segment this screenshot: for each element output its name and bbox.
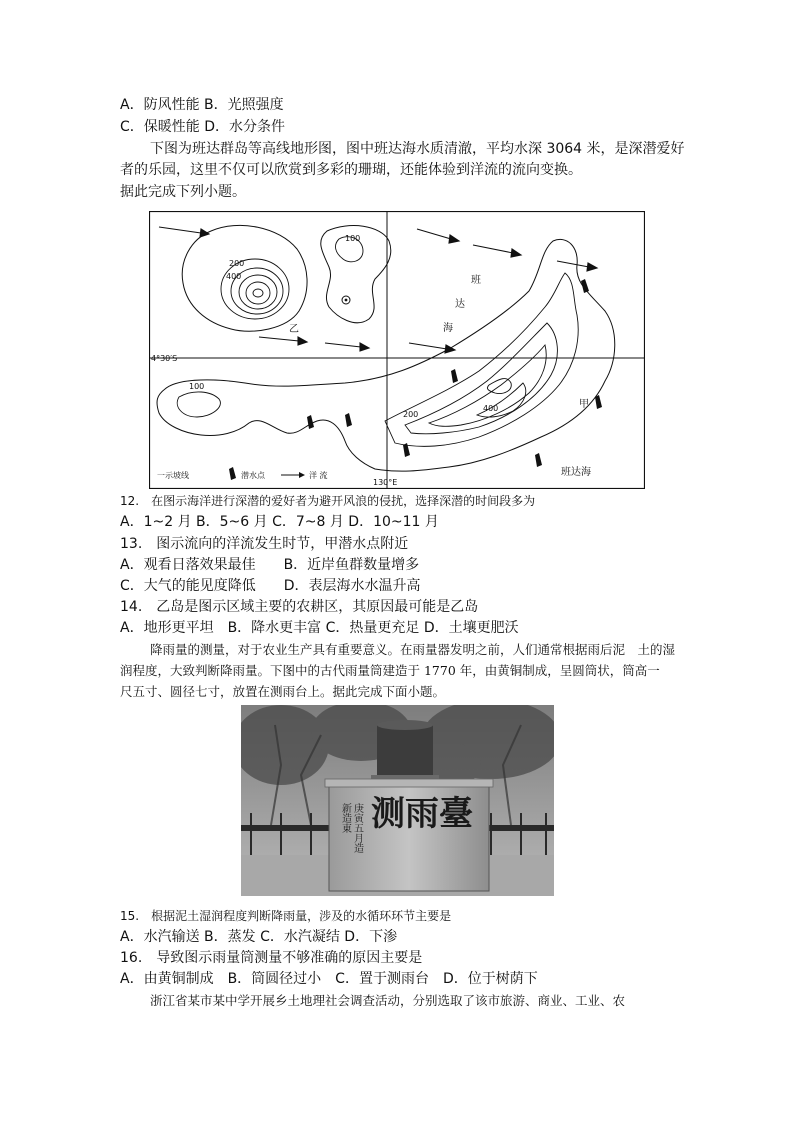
rain-gauge-photo (241, 705, 554, 896)
intro2-line2: 润程度，大致判断降雨量。下图中的古代雨量筒建造于 1770 年，由黄铜制成，呈圆筒状，筒高一 (120, 663, 660, 678)
intro2-line3: 尺五寸、圆径七寸，放置在测雨台上。据此完成下面小题。 (120, 684, 446, 699)
q16-stem: 16. 导致图示雨量筒测量不够准确的原因主要是 (120, 950, 423, 966)
q12-options: A．1~2 月 B．5~6 月 C．7~8 月 D．10~11 月 (120, 514, 439, 530)
legend-contour: 一示坡线 (157, 471, 189, 480)
q14-options: A．地形更平坦 B．降水更丰富 C．热量更充足 D．土壤更肥沃 (120, 620, 519, 636)
intro1-line2: 者的乐园，这里不仅可以欣赏到多彩的珊瑚，还能体验到洋流的流向变换。 (120, 162, 582, 178)
intro2-line1: 降雨量的测量，对于农业生产具有重要意义。在雨量器发明之前，人们通常根据雨后泥 土的湿 (150, 642, 676, 657)
contour-label: 400 (226, 272, 242, 281)
q16-options: A．由黄铜制成 B．筒圆径过小 C．置于测雨台 D．位于树荫下 (120, 971, 538, 987)
q11-options-line1: A．防风性能 B．光照强度 (120, 97, 284, 113)
intro3-line: 浙江省某市某中学开展乡土地理社会调查活动，分别选取了该市旅游、商业、工业、农 (150, 993, 626, 1008)
q13-options-line2: C．大气的能见度降低 D．表层海水水温升高 (120, 578, 421, 594)
stone-inscription-main: 测雨臺 (371, 794, 473, 834)
legend-current: 洋 流 (309, 471, 328, 480)
contour-label: 200 (403, 410, 419, 419)
q14-stem: 14. 乙岛是图示区域主要的农耕区，其原因最可能是乙岛 (120, 599, 479, 615)
contour-label: 200 (229, 259, 245, 268)
point-jia-label: 甲 (579, 399, 589, 410)
stone-inscription-right: 庚寅五月造 (351, 803, 363, 853)
sea-label-char: 海 (443, 323, 453, 334)
q15-options: A．水汽输送 B．蒸发 C．水汽凝结 D．下渗 (120, 929, 398, 945)
latitude-label: 4°30′S (151, 354, 178, 363)
contour-map-figure (149, 211, 645, 489)
q13-stem: 13. 图示流向的洋流发生时节，甲潜水点附近 (120, 536, 409, 552)
contour-label: 400 (483, 404, 499, 413)
q12-stem: 12. 在图示海洋进行深潜的爱好者为避开风浪的侵扰，选择深潜的时间段多为 (120, 494, 536, 508)
island-yi-label: 乙 (289, 324, 299, 335)
contour-label: 100 (345, 234, 361, 243)
sea-label-char: 班 (471, 275, 481, 286)
intro1-line1: 下图为班达群岛等高线地形图，图中班达海水质清澈，平均水深 3064 米，是深潜爱好 (150, 141, 685, 157)
contour-label: 100 (189, 382, 205, 391)
intro1-line3: 据此完成下列小题。 (120, 184, 246, 200)
longitude-label: 130°E (373, 478, 398, 487)
stone-inscription-left: 新造東 (339, 803, 351, 833)
q11-options-line2: C．保暖性能 D．水分条件 (120, 119, 286, 135)
sea-label-bottom: 班达海 (561, 467, 591, 478)
q15-stem: 15. 根据泥土湿润程度判断降雨量，涉及的水循环环节主要是 (120, 909, 452, 923)
q13-options-line1: A．观看日落效果最佳 B．近岸鱼群数量增多 (120, 557, 420, 573)
legend-dive: 潜水点 (241, 471, 265, 480)
sea-label-char: 达 (455, 299, 465, 310)
